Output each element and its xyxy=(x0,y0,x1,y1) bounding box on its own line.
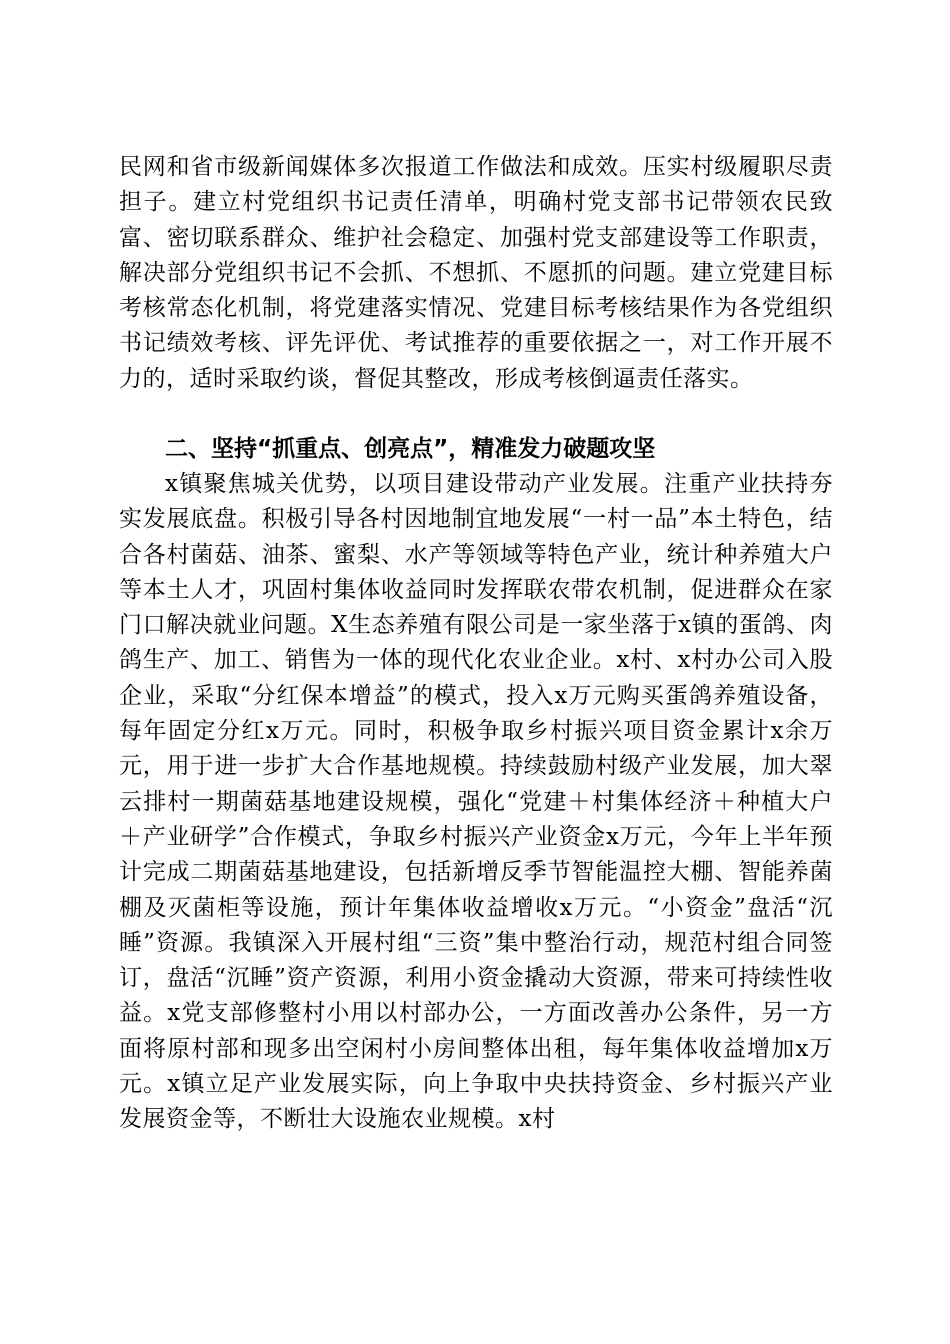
body-paragraph-1: 民网和省市级新闻媒体多次报道工作做法和成效。压实村级履职尽责担子。建立村党组织书记责任清单，明确村党支部书记带领农民致富、密切联系群众、维护社会稳定、加强村党支部建设等工作职责，解决部分党组织书记不会抓、不想抓、不愿抓的问题。建立党建目标考核常态化机制，将党建落实情况、党建目标考核结果作为各党组织书记绩效考核、评先评优、考试推荐的重要依据之一，对工作开展不力的，适时采取约谈，督促其整改，形成考核倒逼责任落实。 xyxy=(119,154,833,392)
body-paragraph-2: x镇聚焦城关优势，以项目建设带动产业发展。注重产业扶持夯实发展底盘。积极引导各村因地制宜地发展“一村一品”本土特色，结合各村菌菇、油茶、蜜梨、水产等领域等特色产业，统计种养殖大户等本土人才，巩固村集体收益同时发挥联农带农机制，促进群众在家门口解决就业问题。X生态养殖有限公司是一家坐落于x镇的蛋鸽、肉鸽生产、加工、销售为一体的现代化农业企业。x村、x村办公司入股企业，采取“分红保本增益”的模式，投入x万元购买蛋鸽养殖设备，每年固定分红x万元。同时，积极争取乡村振兴项目资金累计x余万元，用于进一步扩大合作基地规模。持续鼓励村级产业发展，加大翠云排村一期菌菇基地建设规模，强化“党建＋村集体经济＋种植大户＋产业研学”合作模式，争取乡村振兴产业资金x万元，今年上半年预计完成二期菌菇基地建设，包括新增反季节智能温控大棚、智能养菌棚及灭菌柜等设施，预计年集体收益增收x万元。“小资金”盘活“沉睡”资源。我镇深入开展村组“三资”集中整治行动，规范村组合同签订，盘活“沉睡”资产资源，利用小资金撬动大资源，带来可持续性收益。x党支部修整村小用以村部办公，一方面改善办公条件，另一方面将原村部和现多出空闲村小房间整体出租，每年集体收益增加x万元。x镇立足产业发展实际，向上争取中央扶持资金、乡村振兴产业发展资金等，不断壮大设施农业规模。x村 xyxy=(119,471,833,1133)
section-heading: 二、坚持“抓重点、创亮点”，精准发力破题攻坚 xyxy=(165,436,656,462)
